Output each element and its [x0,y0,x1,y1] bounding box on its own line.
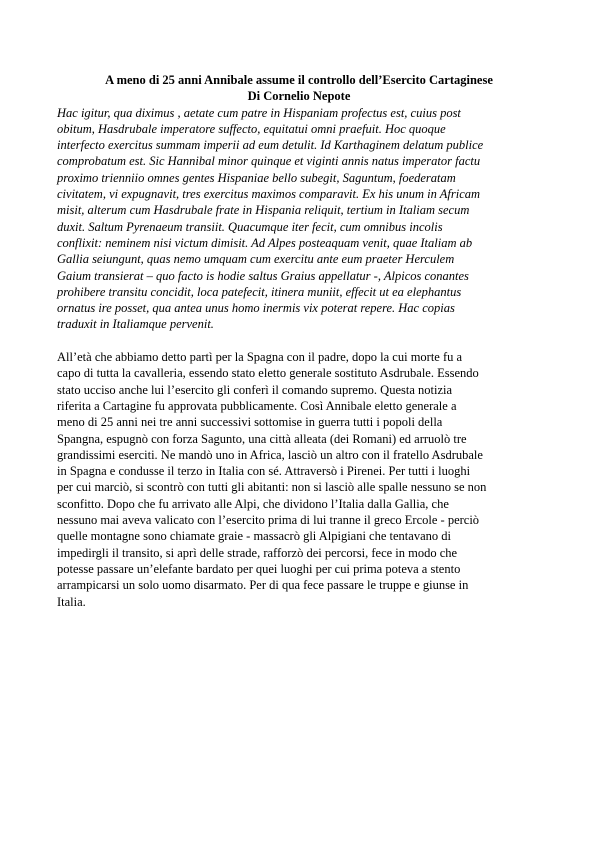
italian-line: potesse passare un’elefante bardato per quei luoghi per cui prima poteva a stento [57,561,461,576]
latin-line: proximo trienniio omnes gentes Hispaniae bello subegit, Saguntum, foederatam [57,170,456,185]
italian-line: per cui marciò, si scontrò con tutti gli abitanti: non si lasciò alle spalle nessuno se non [57,480,487,495]
latin-line: interfecto exercitus summam imperii ad eum detulit. Id Karthaginem delatum publice [57,138,484,153]
latin-line: ornatus ire posset, qua antea unus homo inermis vix poterat repere. Hac copias [57,301,455,316]
latin-text-paragraph [57,105,541,333]
author-line: Di Cornelio Nepote [247,89,351,104]
italian-line: riferita a Cartagine fu approvata pubblicamente. Così Annibale eletto generale a [57,398,457,413]
italian-line: nessuno mai aveva valicato con l’esercito prima di lui tranne il greco Ercole - perciò [57,513,480,528]
title-line: A meno di 25 anni Annibale assume il controllo dell’Esercito Cartaginese [105,73,493,87]
italian-line: grandissimi eserciti. Ne mandò uno in Africa, lasciò un altro con il fratello Asdrubale [57,447,483,462]
latin-line: misit, alterum cum Hasdrubale frate in Hispania reliquit, tertium in Italiam secum [57,203,470,218]
italian-line: quelle montagne sono chiamate graie - massacrò gli Alpigiani che tentavano di [57,529,451,544]
latin-line: traduxit in Italiamque pervenit. [57,317,214,332]
italian-line: meno di 25 anni nei tre anni successivi sottomise in guerra tutti i popoli della [57,415,443,430]
latin-line: Hac igitur, qua diximus , aetate cum patre in Hispaniam profectus est, cuius post [57,105,461,120]
italian-line: impedirgli il transito, si aprì delle strade, rafforzò dei percorsi, fece in modo che [57,545,458,560]
latin-line: duxit. Saltum Pyrenaeum transiit. Quacumque iter fecit, cum omnibus incolis [57,219,443,234]
italian-line: Spangna, espugnò con forza Sagunto, una città alleata (dei Romani) ed arruolò tre [57,431,467,446]
latin-line: prohibere transitu concidit, loca patefecit, itinera muniit, effecit ut ea elephantus [57,284,462,299]
italian-line: in Spagna e condusse il terzo in Italia con sé. Attraversò i Pirenei. Per tutti i luoghi [57,464,471,479]
latin-line: Gaium transierat – quo facto is hodie saltus Graius appellatur -, Alpicos conantes [57,268,469,283]
latin-line: Gallia seiungunt, quas nemo umquam cum exercitu ante eum praeter Herculem [57,252,455,267]
italian-line: arrampicarsi un solo uomo disarmato. Per di qua fece passare le truppe e giunse in [57,578,469,593]
document-body [57,72,541,610]
document-title [57,72,541,105]
latin-line: comprobatum est. Sic Hannibal minor quinque et viginti annis natus imperator factu [57,154,481,169]
italian-line: stato ucciso anche lui l’esercito gli conferì il comando supremo. Questa notizia [57,382,453,397]
latin-line: obitum, Hasdrubale imperatore suffecto, equitatui omni praefuit. Hoc quoque [57,121,446,136]
italian-line: sconfitto. Dopo che fu arrivato alle Alpi, che dividono l’Italia dalla Gallia, che [57,496,449,511]
italian-line: All’età che abbiamo detto partì per la Spagna con il padre, dopo la cui morte fu a [57,350,463,365]
latin-line: conflixit: neminem nisi victum dimisit. Ad Alpes posteaquam venit, quae Italiam ab [57,235,473,250]
latin-line: civitatem, vi expugnavit, tres exercitus maximos comparavit. Ex his unum in Africam [57,187,481,202]
italian-line: capo di tutta la cavalleria, essendo stato eletto generale sostituto Asdrubale. Essendo [57,366,479,381]
italian-line: Italia. [57,594,86,609]
italian-translation-paragraph [57,349,541,610]
